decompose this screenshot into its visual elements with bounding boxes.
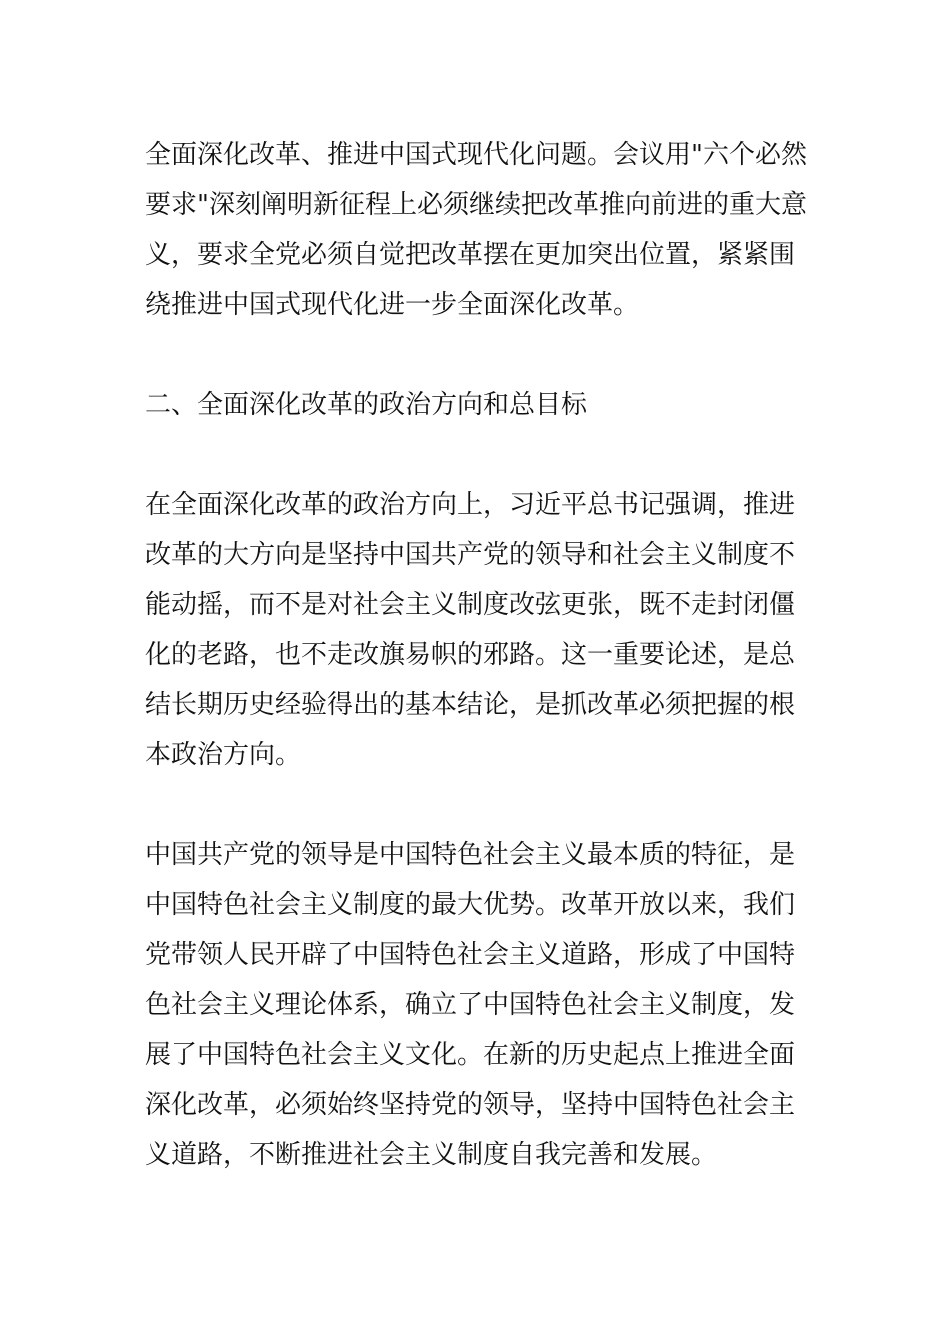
paragraph-spacer xyxy=(145,780,807,830)
paragraph-line: 全面深化改革、推进中国式现代化问题。会议用"六个必然 xyxy=(145,140,807,170)
document-body xyxy=(145,130,807,1180)
paragraph-3 xyxy=(145,830,807,1180)
paragraph-line: 在全面深化改革的政治方向上，习近平总书记强调，推进 xyxy=(145,490,796,520)
paragraph-line: 本政治方向。 xyxy=(145,740,302,770)
paragraph-2 xyxy=(145,480,807,780)
paragraph-line: 化的老路，也不走改旗易帜的邪路。这一重要论述，是总 xyxy=(145,640,796,670)
paragraph-line: 展了中国特色社会主义文化。在新的历史起点上推进全面 xyxy=(145,1040,796,1070)
paragraph-spacer xyxy=(145,330,807,380)
paragraph-1 xyxy=(145,130,807,330)
section-heading-block xyxy=(145,380,807,430)
paragraph-line: 要求"深刻阐明新征程上必须继续把改革推向前进的重大意 xyxy=(145,190,807,220)
paragraph-line: 能动摇，而不是对社会主义制度改弦更张，既不走封闭僵 xyxy=(145,590,796,620)
paragraph-line: 改革的大方向是坚持中国共产党的领导和社会主义制度不 xyxy=(145,540,796,570)
paragraph-spacer xyxy=(145,430,807,480)
paragraph-line: 结长期历史经验得出的基本结论，是抓改革必须把握的根 xyxy=(145,690,796,720)
paragraph-line: 党带领人民开辟了中国特色社会主义道路，形成了中国特 xyxy=(145,940,796,970)
paragraph-line: 中国共产党的领导是中国特色社会主义最本质的特征，是 xyxy=(145,840,796,870)
paragraph-line: 义道路，不断推进社会主义制度自我完善和发展。 xyxy=(145,1140,718,1170)
paragraph-line: 义，要求全党必须自觉把改革摆在更加突出位置，紧紧围 xyxy=(145,240,796,270)
section-heading: 二、全面深化改革的政治方向和总目标 xyxy=(145,390,588,420)
paragraph-line: 绕推进中国式现代化进一步全面深化改革。 xyxy=(145,290,640,320)
paragraph-line: 色社会主义理论体系，确立了中国特色社会主义制度，发 xyxy=(145,990,796,1020)
paragraph-line: 深化改革，必须始终坚持党的领导，坚持中国特色社会主 xyxy=(145,1090,796,1120)
paragraph-line: 中国特色社会主义制度的最大优势。改革开放以来，我们 xyxy=(145,890,796,920)
